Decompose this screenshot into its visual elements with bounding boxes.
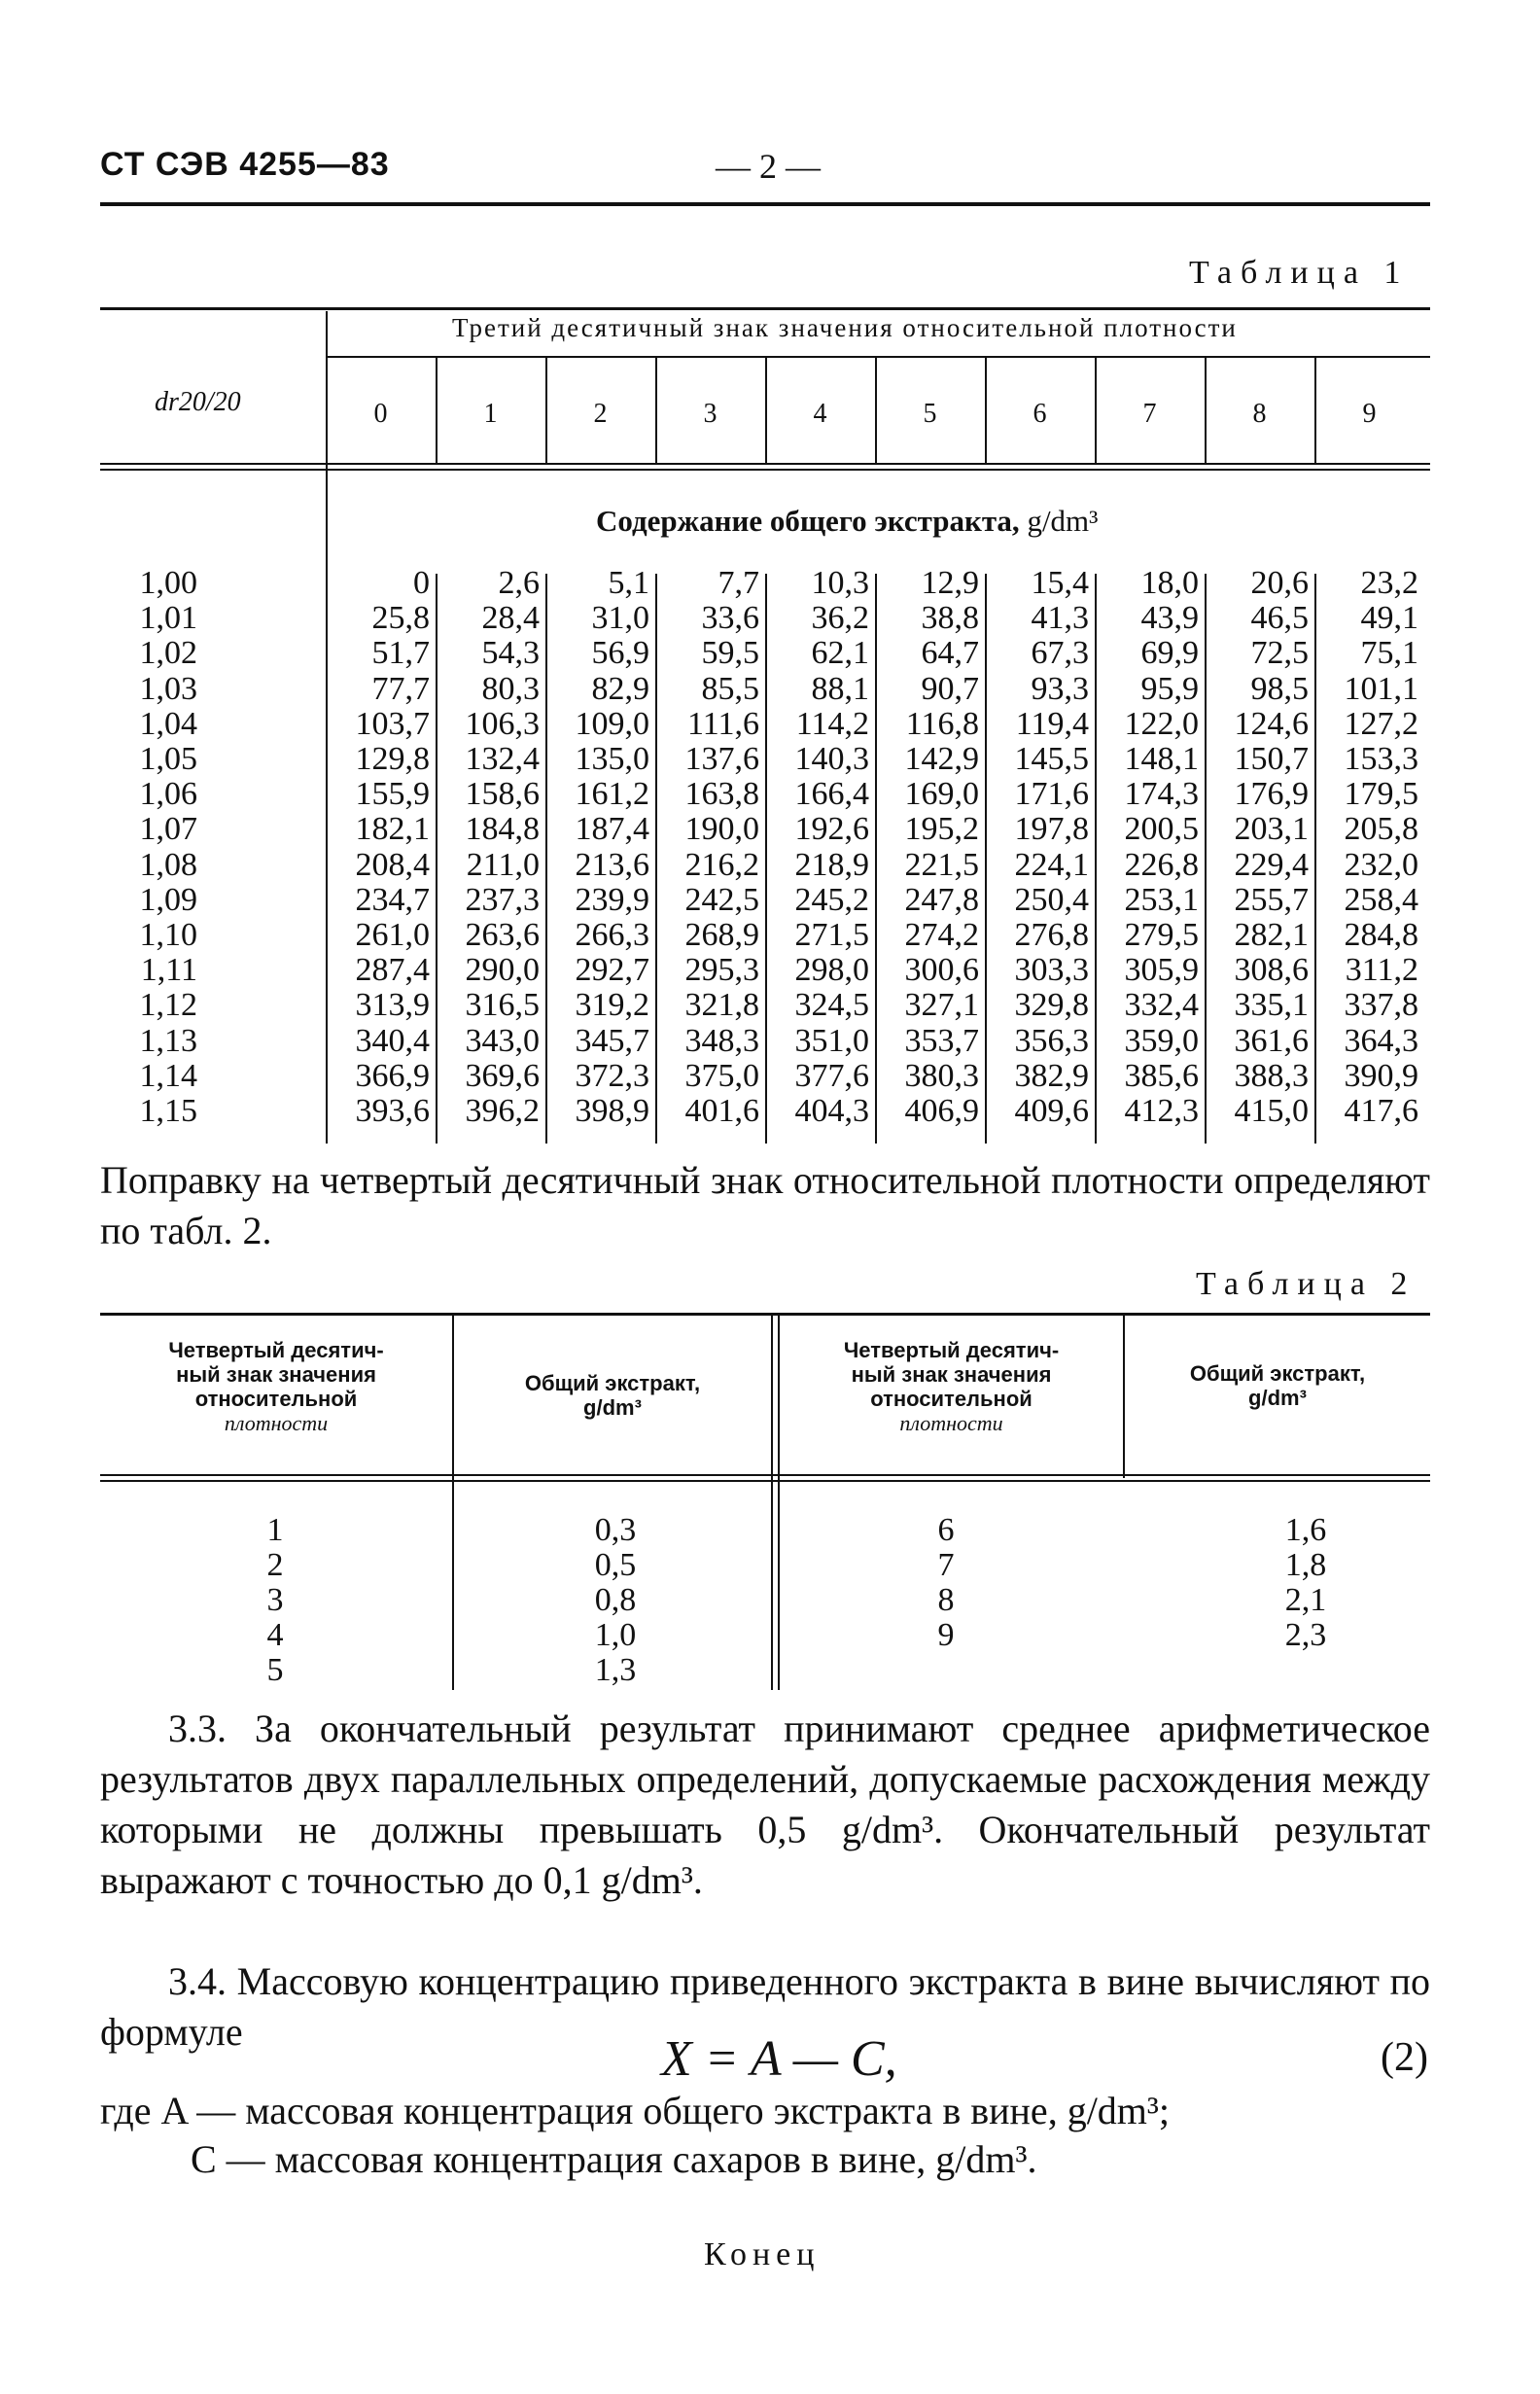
table1-row-label: 1,01	[139, 600, 197, 637]
table1-cell: 282,1	[1234, 917, 1309, 953]
table2-cell: 0,5	[594, 1547, 637, 1583]
table2-right-values	[1247, 1513, 1364, 1653]
formula-number: (2)	[1381, 2035, 1428, 2080]
table1-cell: 364,3	[1344, 1022, 1418, 1059]
header-line: плотности	[899, 1411, 1003, 1435]
table1-cell: 54,3	[481, 635, 540, 672]
table1-cell: 23,2	[1360, 565, 1418, 601]
table1-cell: 179,5	[1344, 776, 1418, 813]
table1-cell: 28,4	[481, 600, 540, 637]
table1-cell: 59,5	[701, 635, 759, 672]
table1-cell: 127,2	[1344, 705, 1418, 742]
table2-divider-2a	[771, 1315, 773, 1690]
table1-cell: 234,7	[355, 881, 430, 918]
table1-cell: 375,0	[684, 1057, 759, 1094]
where-a: где A — массовая концентрация общего экстракта в вине, g/dm³;	[100, 2089, 1171, 2132]
table2-top-rule	[100, 1313, 1430, 1316]
table1-row-header: dr20/20	[155, 387, 241, 417]
table1-column-divider	[765, 358, 767, 463]
table2-left-digits	[246, 1513, 304, 1688]
table1-cell: 409,6	[1014, 1093, 1089, 1129]
table1-cell: 385,6	[1124, 1057, 1199, 1094]
table2-cell: 0,3	[594, 1512, 637, 1548]
table1-cell: 298,0	[794, 952, 869, 989]
table1-cell: 388,3	[1234, 1057, 1309, 1094]
header-line: g/dm³	[583, 1395, 642, 1420]
table1-cell: 242,5	[684, 881, 759, 918]
table1-cell: 398,9	[575, 1093, 649, 1129]
table1-cell: 258,4	[1344, 881, 1418, 918]
table1-cell: 292,7	[575, 952, 649, 989]
table1-cell: 303,3	[1014, 952, 1089, 989]
table1-cell: 82,9	[591, 670, 649, 707]
table1-cell: 343,0	[465, 1022, 540, 1059]
table1-cell: 247,8	[904, 881, 979, 918]
table1-cell: 18,0	[1140, 565, 1199, 601]
table1-column-divider	[985, 358, 987, 463]
table1-cell: 276,8	[1014, 917, 1089, 953]
table1-row-label: 1,12	[139, 987, 197, 1024]
standard-number: СТ СЭВ 4255—83	[100, 146, 390, 183]
table1-cell: 75,1	[1360, 635, 1418, 672]
table1-cell: 393,6	[355, 1093, 430, 1129]
table1-column-divider	[655, 358, 657, 463]
table1-row-label: 1,14	[139, 1057, 197, 1094]
table1-cell: 176,9	[1234, 776, 1309, 813]
table1-subheader	[596, 504, 1098, 539]
table1-cell: 5,1	[608, 565, 649, 601]
table1-cell: 187,4	[575, 811, 649, 848]
table1-row-label: 1,10	[139, 917, 197, 953]
formula: X = A — C,	[661, 2031, 897, 2087]
table1-cell: 64,7	[921, 635, 979, 672]
table1-column-header: 1	[483, 399, 498, 429]
table1-cell: 184,8	[465, 811, 540, 848]
table1-cell: 327,1	[904, 987, 979, 1024]
table1-cell: 182,1	[355, 811, 430, 848]
table2-left-values	[557, 1513, 674, 1688]
table1-subheader-label: Содержание общего экстракта,	[596, 504, 1020, 538]
table1-cell: 163,8	[684, 776, 759, 813]
table1-column-divider	[1095, 358, 1097, 463]
table1-cell: 192,6	[794, 811, 869, 848]
table1-cell: 279,5	[1124, 917, 1199, 953]
table1-cell: 174,3	[1124, 776, 1199, 813]
header-line: относительной	[194, 1387, 358, 1411]
table1-cell: 396,2	[465, 1093, 540, 1129]
table1-cell: 406,9	[904, 1093, 979, 1129]
table1-row-label: 1,08	[139, 846, 197, 883]
table1-cell: 140,3	[794, 741, 869, 777]
table1-cell: 232,0	[1344, 846, 1418, 883]
table1-cell: 62,1	[811, 635, 869, 672]
table2-cell: 5	[266, 1652, 284, 1688]
table1-row-label: 1,11	[140, 952, 197, 989]
table1-cell: 390,9	[1344, 1057, 1418, 1094]
table1-subheader-unit: g/dm³	[1027, 504, 1099, 538]
table1-cell: 197,8	[1014, 811, 1089, 848]
paragraph-3-3	[100, 1704, 1430, 1906]
table1-cell: 7,7	[718, 565, 759, 601]
table1-cell: 366,9	[355, 1057, 430, 1094]
table2-header-rule-2	[100, 1480, 1430, 1482]
table1-cell: 237,3	[465, 881, 540, 918]
table1-cell: 106,3	[465, 705, 540, 742]
table1-cell: 142,9	[904, 741, 979, 777]
table1-cell: 67,3	[1031, 635, 1089, 672]
table2-cell: 8	[937, 1582, 955, 1618]
table1-cell: 38,8	[921, 600, 979, 637]
table1-cell: 190,0	[684, 811, 759, 848]
table1-cell: 216,2	[684, 846, 759, 883]
table1-cell: 274,2	[904, 917, 979, 953]
table1-cell: 372,3	[575, 1057, 649, 1094]
table1-cell: 345,7	[575, 1022, 649, 1059]
table1-cell: 313,9	[355, 987, 430, 1024]
table1-cell: 261,0	[355, 917, 430, 953]
end-label: Конец	[704, 2236, 821, 2272]
table1-row-label: 1,15	[139, 1093, 197, 1129]
table2-cell: 7	[937, 1547, 955, 1583]
table1-cell: 203,1	[1234, 811, 1309, 848]
table1-cell: 169,0	[904, 776, 979, 813]
table2-cell: 9	[937, 1617, 955, 1653]
table2-cell: 3	[266, 1582, 284, 1618]
table1-cell: 2,6	[498, 565, 540, 601]
table2-cell: 1	[266, 1512, 284, 1548]
table1-cell: 77,7	[371, 670, 430, 707]
table1-cell: 69,9	[1140, 635, 1199, 672]
table1-cell: 229,4	[1234, 846, 1309, 883]
table2-cell: 4	[266, 1617, 284, 1653]
paragraph-3-4-text: 3.4. Массовую концентрацию приведенного экстракта в вине вычисляют по формуле	[100, 1959, 1430, 2054]
table1-cell: 111,6	[687, 705, 759, 742]
table1-cell: 417,6	[1344, 1093, 1418, 1129]
table2-cell: 0,8	[594, 1582, 637, 1618]
table1-column-header: 3	[703, 399, 718, 429]
table1-cell: 116,8	[905, 705, 979, 742]
table1-cell: 348,3	[684, 1022, 759, 1059]
table1-cell: 49,1	[1360, 600, 1418, 637]
table1-cell: 305,9	[1124, 952, 1199, 989]
table2-header-digit-left	[100, 1338, 452, 1435]
table1-cell: 211,0	[466, 846, 540, 883]
table1-cell: 137,6	[684, 741, 759, 777]
table1-cell: 340,4	[355, 1022, 430, 1059]
table1-cell: 98,5	[1250, 670, 1309, 707]
table2-header-rule-1	[100, 1474, 1430, 1476]
where-c: C — массовая концентрация сахаров в вине, g/dm³.	[191, 2137, 1037, 2181]
table1-cell: 109,0	[575, 705, 649, 742]
table1-cell: 129,8	[355, 741, 430, 777]
table1-row-label: 1,13	[139, 1022, 197, 1059]
table1-cell: 166,4	[794, 776, 869, 813]
table1-column-header: 0	[373, 399, 388, 429]
table1-cell: 101,1	[1344, 670, 1418, 707]
table1-cell: 380,3	[904, 1057, 979, 1094]
table1-cell: 95,9	[1140, 670, 1199, 707]
table1-cell: 85,5	[701, 670, 759, 707]
table2-header-extract-right	[1125, 1361, 1430, 1410]
page-number: — 2 —	[716, 147, 821, 186]
table1-cell: 200,5	[1124, 811, 1199, 848]
table1-column-header: 5	[923, 399, 937, 429]
table2-right-digits	[917, 1513, 975, 1653]
table1-row-label: 1,00	[139, 565, 197, 601]
table1-cell: 382,9	[1014, 1057, 1089, 1094]
table1-cell: 148,1	[1124, 741, 1199, 777]
table1-column-header: 6	[1032, 399, 1047, 429]
table1-cell: 321,8	[684, 987, 759, 1024]
table1-cell: 31,0	[591, 600, 649, 637]
paragraph-3-3-text: 3.3. За окончательный результат принимают среднее арифметическое результатов двух параллельных определений, допускаемые расхождения между которыми не должны превышать 0,5 g/dm³. Окончательный результат выражают с точностью до 0,1 g/dm³.	[100, 1707, 1430, 1902]
table1-row-label: 1,04	[139, 705, 197, 742]
table1-cell: 369,6	[465, 1057, 540, 1094]
table1	[100, 301, 1430, 1147]
table1-cell: 41,3	[1031, 600, 1089, 637]
table2-cell: 1,8	[1284, 1547, 1327, 1583]
header-line: Общий экстракт,	[1189, 1361, 1366, 1386]
header-line: g/dm³	[1248, 1386, 1307, 1410]
table1-cell: 56,9	[591, 635, 649, 672]
table1-cell: 122,0	[1124, 705, 1199, 742]
table1-cell: 0	[413, 565, 430, 601]
table1-cell: 161,2	[575, 776, 649, 813]
table1-cell: 353,7	[904, 1022, 979, 1059]
table1-cell: 271,5	[794, 917, 869, 953]
table1-cell: 356,3	[1014, 1022, 1089, 1059]
correction-paragraph: Поправку на четвертый десятичный знак относительной плотности определяют по табл. 2.	[100, 1158, 1430, 1252]
table1-cell: 88,1	[811, 670, 869, 707]
table1-cell: 208,4	[355, 846, 430, 883]
table1-column-header: 9	[1362, 399, 1377, 429]
table1-cell: 33,6	[701, 600, 759, 637]
table1-cell: 361,6	[1234, 1022, 1309, 1059]
table1-group-header: Третий десятичный знак значения относительной плотности	[452, 313, 1238, 342]
table1-cell: 15,4	[1031, 565, 1089, 601]
table1-row-label: 1,02	[139, 635, 197, 672]
header-line: плотности	[224, 1411, 329, 1435]
table1-cell: 401,6	[684, 1093, 759, 1129]
table1-row-label: 1,06	[139, 776, 197, 813]
table1-cell: 255,7	[1234, 881, 1309, 918]
table1-column-header: 2	[593, 399, 608, 429]
table1-cell: 224,1	[1014, 846, 1089, 883]
table1-cell: 319,2	[575, 987, 649, 1024]
table2	[100, 1303, 1430, 1692]
table1-cell: 132,4	[465, 741, 540, 777]
table1-cell: 268,9	[684, 917, 759, 953]
table1-cell: 25,8	[371, 600, 430, 637]
table1-cell: 150,7	[1234, 741, 1309, 777]
table1-cell: 239,9	[575, 881, 649, 918]
table1-cell: 218,9	[794, 846, 869, 883]
header-line: Четвертый десятич-	[168, 1338, 384, 1362]
table1-cell: 213,6	[575, 846, 649, 883]
table1-cell: 124,6	[1234, 705, 1309, 742]
table1-cell: 226,8	[1124, 846, 1199, 883]
table1-cell: 329,8	[1014, 987, 1089, 1024]
table1-cell: 205,8	[1344, 811, 1418, 848]
table1-group-rule	[326, 356, 1430, 358]
table1-cell: 263,6	[465, 917, 540, 953]
table1-cell: 337,8	[1344, 987, 1418, 1024]
table1-cell: 253,1	[1124, 881, 1199, 918]
table1-cell: 415,0	[1234, 1093, 1309, 1129]
table1-cell: 332,4	[1124, 987, 1199, 1024]
table1-column-header: 4	[813, 399, 827, 429]
table1-header-rule-1	[100, 463, 1430, 465]
table1-cell: 155,9	[355, 776, 430, 813]
table1-cell: 46,5	[1250, 600, 1309, 637]
table1-cell: 335,1	[1234, 987, 1309, 1024]
table1-row-label: 1,05	[139, 741, 197, 777]
table1-cell: 93,3	[1031, 670, 1089, 707]
table1-row-label: 1,09	[139, 881, 197, 918]
table1-cell: 51,7	[371, 635, 430, 672]
header-line: Четвертый десятич-	[843, 1338, 1060, 1362]
header-line: Общий экстракт,	[524, 1371, 701, 1395]
table1-cell: 171,6	[1014, 776, 1089, 813]
table1-column-divider	[436, 358, 438, 463]
header-line: ный знак значения	[851, 1362, 1052, 1387]
table1-cell: 135,0	[575, 741, 649, 777]
table2-cell: 2,1	[1284, 1582, 1327, 1618]
table1-cell: 324,5	[794, 987, 869, 1024]
table2-cell: 1,3	[594, 1652, 637, 1688]
table1-cell: 20,6	[1250, 565, 1309, 601]
table1-cell: 266,3	[575, 917, 649, 953]
table1-column-divider	[545, 358, 547, 463]
table2-cell: 1,0	[594, 1617, 637, 1653]
table1-header-rule-2	[100, 469, 1430, 471]
table1-column-divider	[875, 358, 877, 463]
header-line: ный знак значения	[176, 1362, 376, 1387]
table1-cell: 12,9	[921, 565, 979, 601]
table1-cell: 359,0	[1124, 1022, 1199, 1059]
table1-cell: 316,5	[465, 987, 540, 1024]
header-rule	[100, 202, 1430, 206]
table1-cell: 412,3	[1124, 1093, 1199, 1129]
table2-cell: 6	[937, 1512, 955, 1548]
table2-caption: Таблица 2	[1196, 1266, 1417, 1302]
table1-column-divider	[1205, 358, 1207, 463]
header-line: относительной	[870, 1387, 1032, 1411]
table2-cell: 2,3	[1284, 1617, 1327, 1653]
table2-header-digit-right	[780, 1338, 1123, 1435]
table1-cell: 300,6	[904, 952, 979, 989]
table1-top-rule	[100, 307, 1430, 310]
table1-cell: 158,6	[465, 776, 540, 813]
table1-cell: 287,4	[355, 952, 430, 989]
table1-cell: 295,3	[684, 952, 759, 989]
table1-cell: 250,4	[1014, 881, 1089, 918]
table1-row-label: 1,07	[139, 811, 197, 848]
table1-cell: 145,5	[1014, 741, 1089, 777]
table2-cell: 1,6	[1284, 1512, 1327, 1548]
table1-cell: 245,2	[794, 881, 869, 918]
table1-cell: 284,8	[1344, 917, 1418, 953]
table1-row-label: 1,03	[139, 670, 197, 707]
table1-cell: 90,7	[921, 670, 979, 707]
table1-cell: 308,6	[1234, 952, 1309, 989]
table1-cell: 119,4	[1015, 705, 1089, 742]
table1-cell: 221,5	[904, 846, 979, 883]
table1-cell: 80,3	[481, 670, 540, 707]
table2-cell: 2	[266, 1547, 284, 1583]
table1-column-header: 8	[1252, 399, 1267, 429]
table1-cell: 114,2	[795, 705, 869, 742]
table1-cell: 153,3	[1344, 741, 1418, 777]
table2-header-extract-left	[454, 1371, 771, 1420]
table1-cell: 72,5	[1250, 635, 1309, 672]
table1-column-header: 7	[1142, 399, 1157, 429]
table1-cell: 351,0	[794, 1022, 869, 1059]
table1-caption: Таблица 1	[1189, 255, 1410, 291]
table1-cell: 10,3	[811, 565, 869, 601]
table1-cell: 195,2	[904, 811, 979, 848]
table1-cell: 43,9	[1140, 600, 1199, 637]
table1-column-divider	[1314, 358, 1316, 463]
table1-cell: 404,3	[794, 1093, 869, 1129]
table1-cell: 103,7	[355, 705, 430, 742]
table1-cell: 36,2	[811, 600, 869, 637]
table1-cell: 311,2	[1345, 952, 1418, 989]
table1-cell: 290,0	[465, 952, 540, 989]
table1-cell: 377,6	[794, 1057, 869, 1094]
